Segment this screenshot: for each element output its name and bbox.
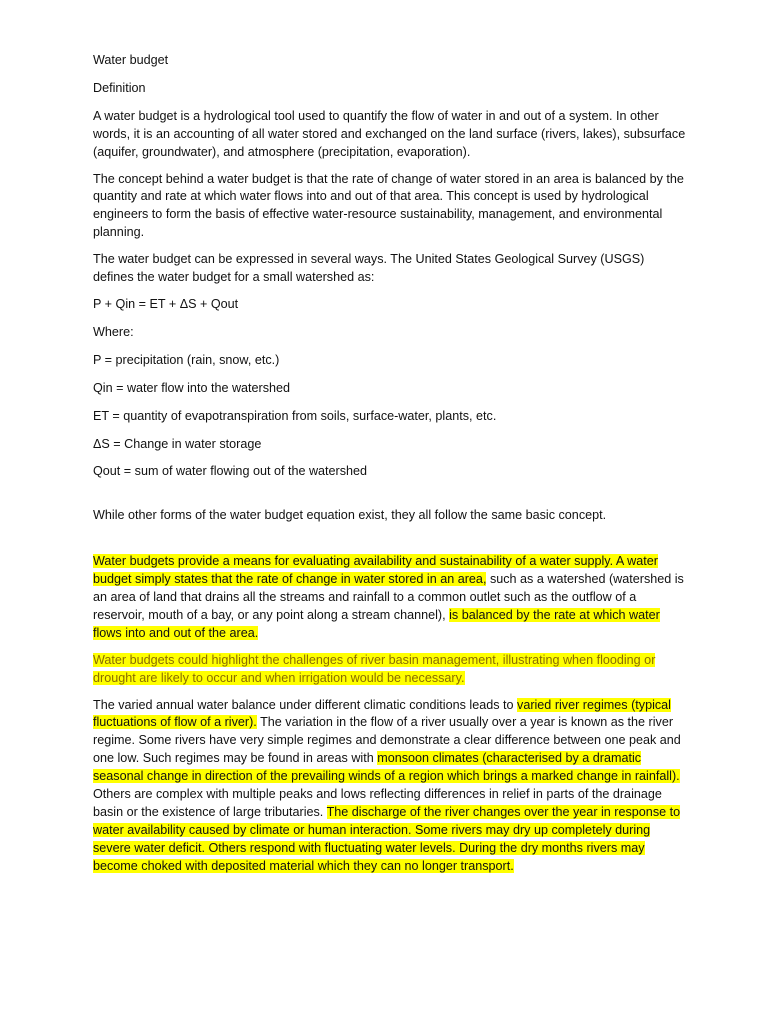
paragraph-definition: A water budget is a hydrological tool used to quantify the flow of water in and out of a system. In other words, it is an accounting of all water stored and exchanged on the land surface (rivers, lakes), subsurface (aquifer, groundwater), and atmosphere (precipitation, evaporation). xyxy=(93,108,686,159)
def-qin: Qin = water flow into the watershed xyxy=(93,380,291,395)
plain-text: such as a watershed (watershed is an area of land that drains all the streams and rainfall to a common outlet such as the outflow of a reservoir, mouth of a bay, or any point along a stream channel), xyxy=(93,572,684,622)
plain-text: Others are complex with multiple peaks and lows reflecting differences in relief in parts of the drainage basin or the existence of large tributaries. xyxy=(93,787,662,819)
def-et: ET = quantity of evapotranspiration from soils, surface-water, plants, etc. xyxy=(93,408,497,423)
highlight-text: Water budgets provide a means for evaluating availability and sustainability of a water supply. A water budget simply states that the rate of change in water stored in an area, xyxy=(93,554,658,587)
equation: P + Qin = ET + ΔS + Qout xyxy=(93,296,239,311)
plain-text: The variation in the flow of a river usually over a year is known as the river regime. Some rivers have very simple regimes and demonstrate a clear difference between one peak and one low. Such regimes may be found in areas with xyxy=(93,715,681,766)
highlight-text: The discharge of the river changes over the year in response to water availability caused by climate or human interaction. Some rivers may dry up completely during severe water deficit. Others respond with fluctuating water levels. During the dry months rivers may become choked with deposited material which they can no longer transport. xyxy=(93,805,681,873)
paragraph-concept: The concept behind a water budget is that the rate of change of water stored in an area is balanced by the quantity and rate at which water flows into and out of that area. This concept is used by hydrological engineers to form the basis of effective water-resource sustainability, management, and environmental planning. xyxy=(93,171,684,240)
def-qout: Qout = sum of water flowing out of the watershed xyxy=(93,464,368,479)
highlight-text: monsoon climates (characterised by a dramatic seasonal change in direction of the prevailing winds of a region which brings a marked change in rainfall). xyxy=(93,751,680,784)
where-label: Where: xyxy=(93,324,134,339)
definition-heading: Definition xyxy=(93,80,146,95)
paragraph-usgs: The water budget can be expressed in several ways. The United States Geological Survey (USGS) defines the water budget for a small watershed as: xyxy=(93,252,645,285)
highlight-text: varied river regimes (typical fluctuations of flow of a river). xyxy=(93,697,671,730)
highlight-text: is balanced by the rate at which water flows into and out of the area. xyxy=(93,607,660,640)
paragraph-river-basin xyxy=(93,652,688,688)
doc-title: Water budget xyxy=(93,53,169,67)
def-precipitation: P = precipitation (rain, snow, etc.) xyxy=(93,352,280,367)
plain-text: The varied annual water balance under different climatic conditions leads to xyxy=(93,697,518,712)
paragraph-river-regimes xyxy=(93,697,688,876)
paragraph-water-budgets-means xyxy=(93,553,688,643)
highlight-text: Water budgets could highlight the challenges of river basin management, illustrating when flooding or drought are likely to occur and when irrigation would be necessary. xyxy=(93,652,656,685)
def-delta-s: ΔS = Change in water storage xyxy=(93,436,262,451)
paragraph-other-forms: While other forms of the water budget equation exist, they all follow the same basic concept. xyxy=(93,508,607,523)
